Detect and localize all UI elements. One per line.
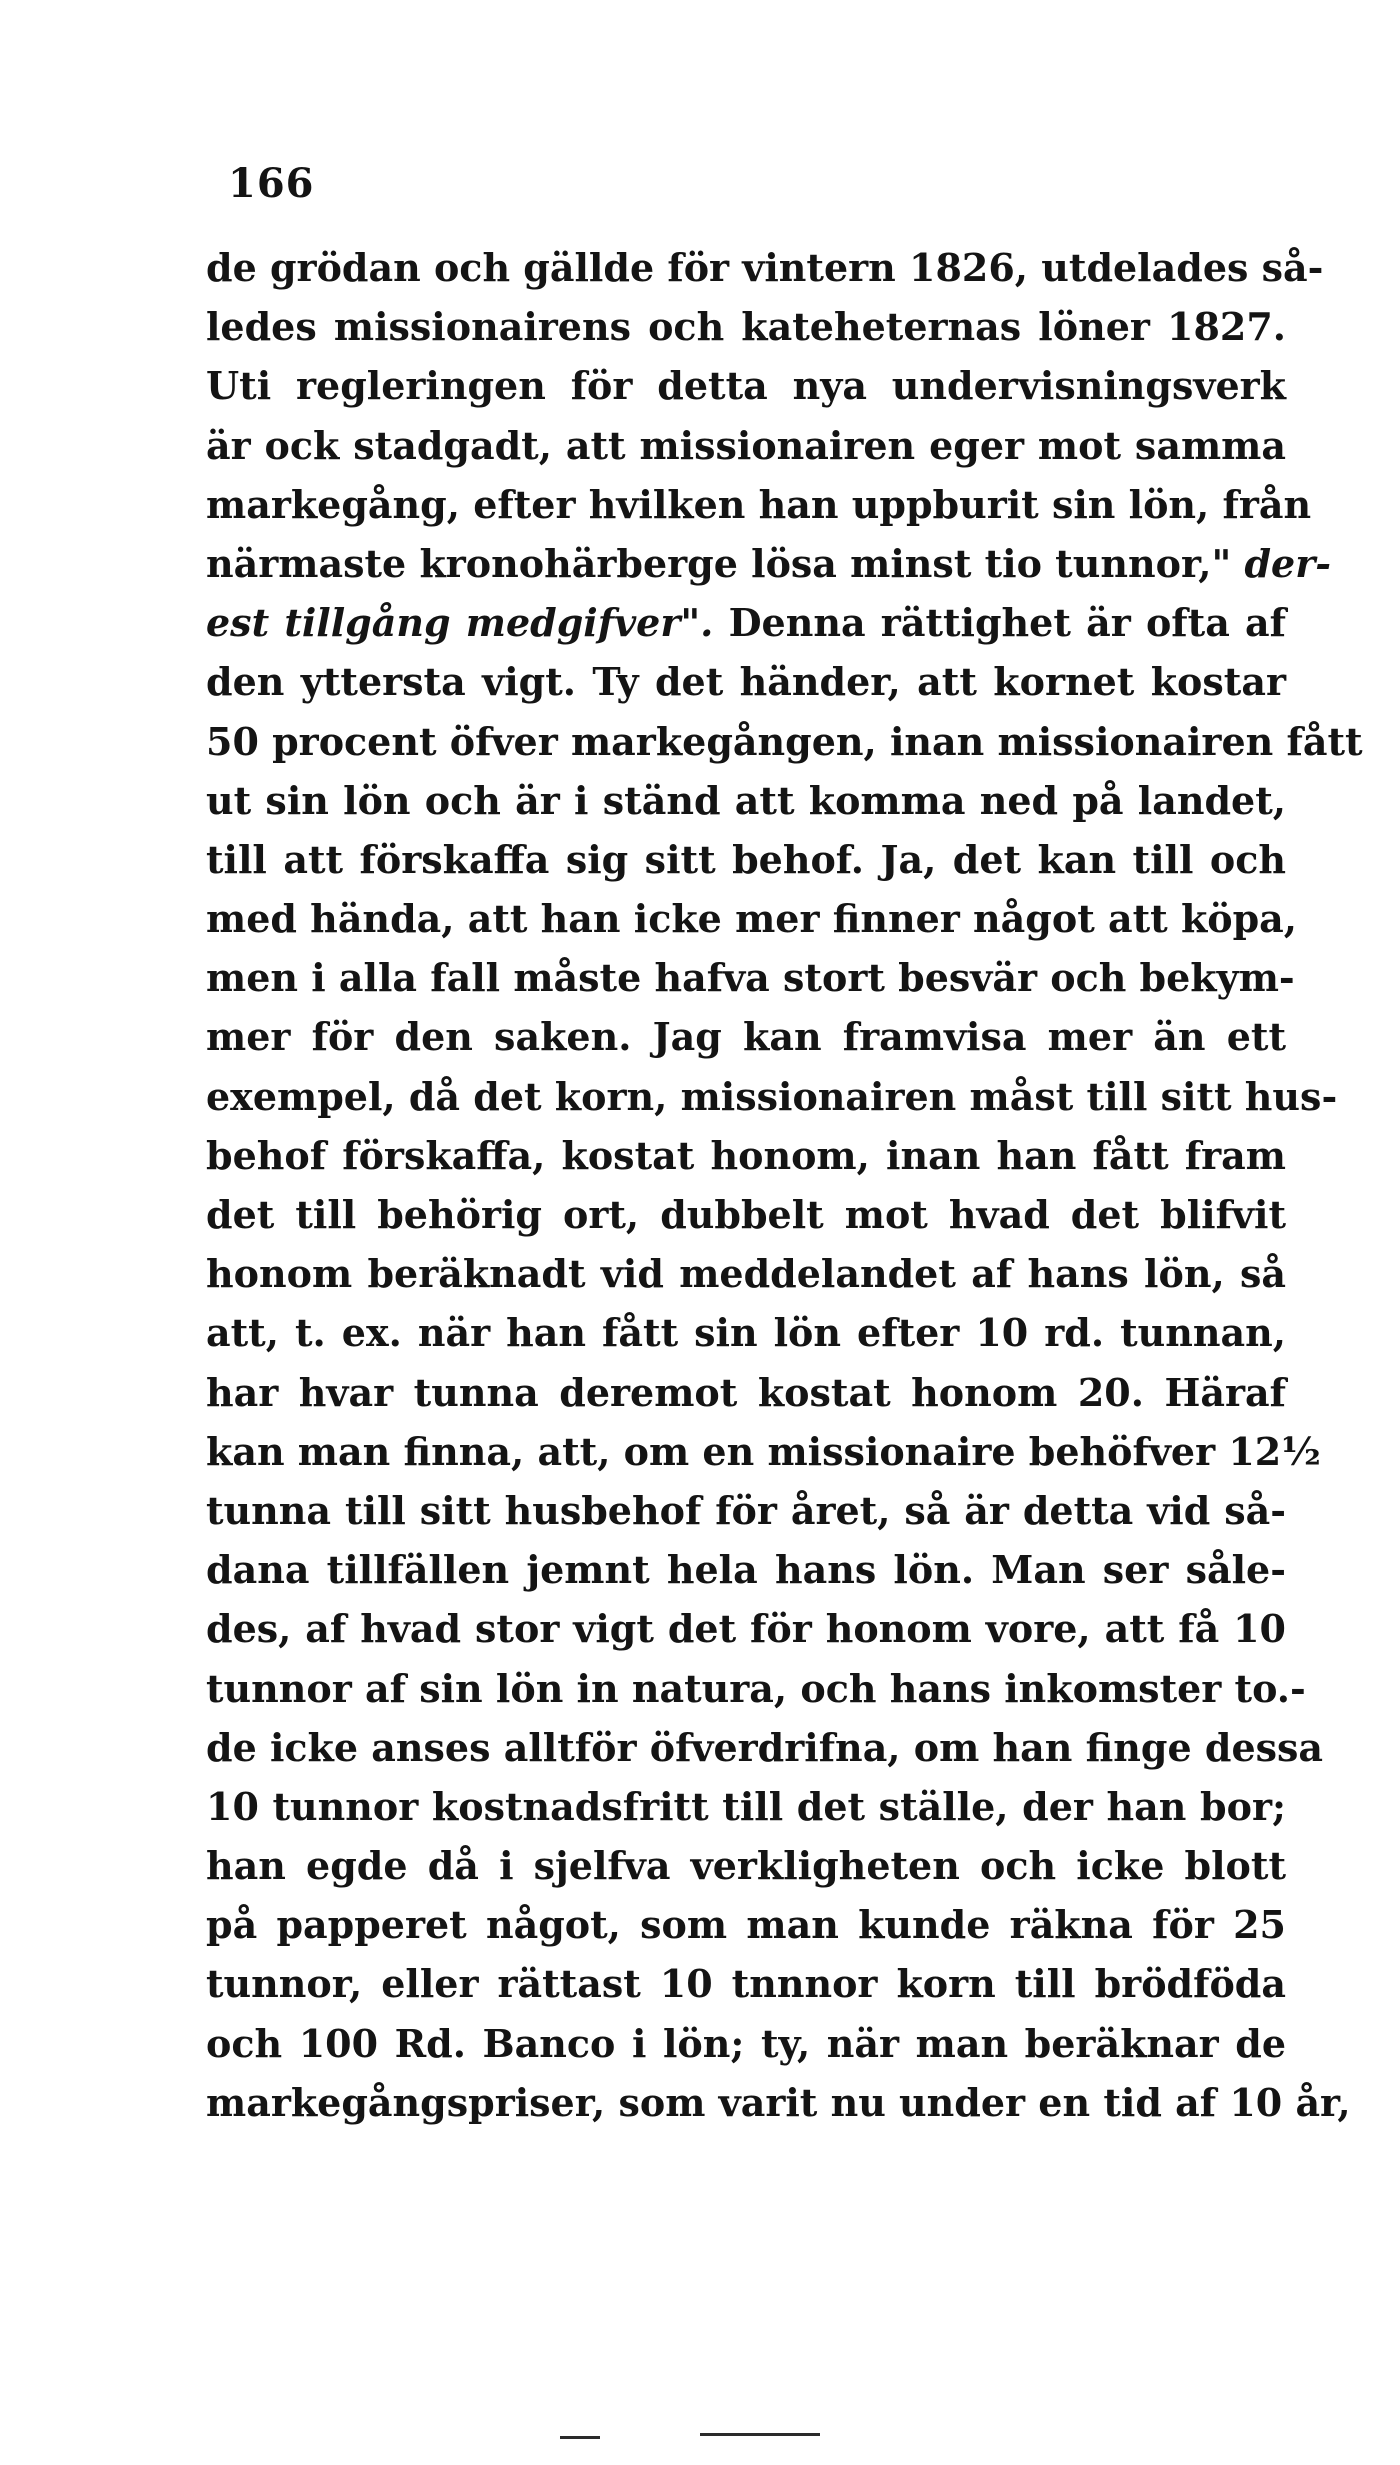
italic-quote: est tillgång medgifver". — [206, 600, 714, 646]
text-line: med hända, att han icke mer finner något att köpa, — [206, 896, 1298, 942]
text-line: de icke anses alltför öfverdrifna, om han finge dessa — [206, 1724, 1324, 1770]
text-line: mer för den saken. Jag kan framvisa mer än ett — [206, 1014, 1286, 1060]
text-line: men i alla fall måste hafva stort besvär och bekym- — [206, 955, 1295, 1001]
text-line: tunnor af sin lön in natura, och hans inkomster to.- — [206, 1665, 1306, 1711]
page-number: 166 — [228, 160, 315, 207]
text-line: att, t. ex. när han fått sin lön efter 10 rd. tunnan, — [206, 1310, 1286, 1356]
text-line: 10 tunnor kostnadsfritt till det ställe, der han bor; — [206, 1783, 1286, 1829]
text-line: till att förskaffa sig sitt behof. Ja, det kan till och — [206, 836, 1286, 882]
text-line: des, af hvad stor vigt det för honom vore, att få 10 — [206, 1606, 1286, 1652]
text-line: markegångspriser, som varit nu under en tid af 10 år, — [206, 2079, 1351, 2125]
text-line: de grödan och gällde för vintern 1826, utdelades så- — [206, 245, 1324, 290]
text-line: är ock stadgadt, att missionairen eger mot samma — [206, 422, 1286, 468]
text-line: den yttersta vigt. Ty det händer, att kornet kostar — [206, 659, 1286, 705]
text-line: exempel, då det korn, missionairen måst till sitt hus- — [206, 1073, 1338, 1119]
italic-quote: der- — [1244, 540, 1332, 586]
text-line: tunna till sitt husbehof för året, så är detta vid så- — [206, 1487, 1286, 1533]
text-line: ledes missionairens och kateheternas löner 1827. — [206, 304, 1286, 350]
text-line: på papperet något, som man kunde räkna för 25 — [206, 1902, 1286, 1948]
text-line: har hvar tunna deremot kostat honom 20. Häraf — [206, 1369, 1286, 1415]
text-line: markegång, efter hvilken han uppburit sin lön, från — [206, 481, 1312, 527]
text-line: och 100 Rd. Banco i lön; ty, när man beräknar de — [206, 2020, 1286, 2066]
text-line: tunnor, eller rättast 10 tnnnor korn till brödföda — [206, 1961, 1286, 2007]
text-line: ut sin lön och är i ständ att komma ned på landet, — [206, 777, 1286, 823]
text-line: närmaste kronohärberge lösa minst tio tunnor," der- — [206, 540, 1332, 586]
text-line: han egde då i sjelfva verkligheten och icke blott — [206, 1843, 1286, 1889]
scan-mark — [700, 2433, 820, 2436]
text-line: honom beräknadt vid meddelandet af hans lön, så — [206, 1251, 1286, 1297]
text-line: behof förskaffa, kostat honom, inan han fått fram — [206, 1132, 1286, 1178]
body-text — [206, 238, 1363, 2132]
text-line: 50 procent öfver markegången, inan missionairen fått — [206, 718, 1363, 764]
text-line: Uti regleringen för detta nya undervisningsverk — [206, 363, 1286, 409]
text-line: dana tillfällen jemnt hela hans lön. Man ser såle- — [206, 1547, 1286, 1593]
scan-mark — [560, 2436, 600, 2439]
text-line: est tillgång medgifver". Denna rättighet är ofta af — [206, 600, 1286, 646]
text-line: det till behörig ort, dubbelt mot hvad det blifvit — [206, 1192, 1286, 1237]
text-line: kan man finna, att, om en missionaire behöfver 12½ — [206, 1428, 1321, 1474]
